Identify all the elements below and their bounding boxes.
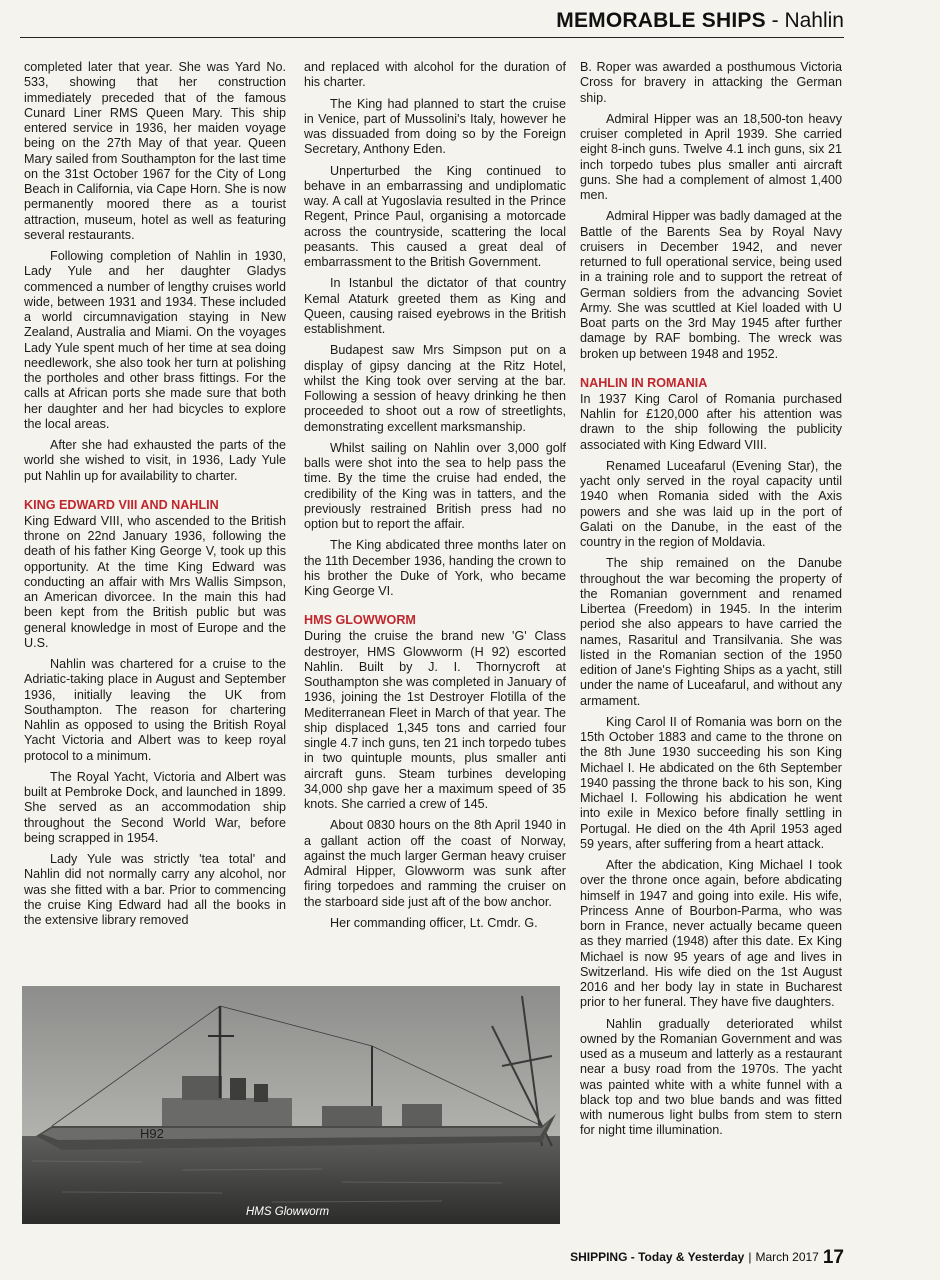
paragraph: Renamed Luceafarul (Evening Star), the yacht only served in the royal capacity until 1940 when Romania sided with the Axis powers and she was laid up in the port of Galati on the Danube, in the east of the country in the region of Moldavia. — [580, 458, 842, 549]
section-title: MEMORABLE SHIPS — [556, 9, 766, 32]
paragraph: The Royal Yacht, Victoria and Albert was built at Pembroke Dock, and launched in 1899. She served as an accommodation ship throughout the Second World War, before being scrapped in 1954. — [24, 769, 286, 845]
page-header — [0, 0, 940, 42]
paragraph: Budapest saw Mrs Simpson put on a display of gipsy dancing at the Ritz Hotel, whilst the King took over serving at the bar. Following a session of heavy drinking he then proceeded to shoot out a row of streetlights, demonstrating excellent marksmanship. — [304, 343, 566, 434]
paragraph: Nahlin was chartered for a cruise to the Adriatic-taking place in August and September 1936, initially leaving the UK from Southampton. The reason for chartering Nahlin as opposed to using the British Royal Yacht Victoria and Albert was to keep royal protocol to a minimum. — [24, 657, 286, 763]
photo-caption: HMS Glowworm — [246, 1206, 330, 1218]
title-dash: - — [765, 9, 785, 32]
column-2 — [304, 60, 566, 937]
paragraph: Her commanding officer, Lt. Cmdr. G. — [330, 915, 538, 930]
header-rule — [20, 37, 844, 38]
paragraph: The King had planned to start the cruise in Venice, part of Mussolini's Italy, however he was dissuaded from doing so by the Foreign Secretary, Anthony Eden. — [304, 96, 566, 157]
paragraph: The King abdicated three months later on the 11th December 1936, handing the crown to his brother the Duke of York, who became King George VI. — [304, 538, 566, 598]
column-3 — [580, 60, 842, 1145]
paragraph: completed later that year. She was Yard No. 533, showing that her construction immediately preceded that of the famous Cunard Liner RMS Queen Mary. This ship entered service in 1936, her maiden voyage being on the 27th May of that year. Queen Mary sailed from Southampton for the last time on the 31st October 1967 for the City of Long Beach in California, via Cape Horn. She is now permanently moored there as a tourist attraction, museum, hotel as well as featuring several restaurants. — [24, 60, 286, 242]
paragraph: Admiral Hipper was an 18,500-ton heavy cruiser completed in April 1939. She carried eight 8-inch guns. Twelve 4.1 inch guns, six 21 inch torpedo tubes plus smaller anti aircraft guns. She had a complement of almost 1,400 men. — [580, 111, 842, 202]
paragraph: After she had exhausted the parts of the world she wished to visit, in 1936, Lady Yule put Nahlin up for availability to charter. — [24, 438, 286, 483]
paragraph: Following completion of Nahlin in 1930, Lady Yule and her daughter Gladys commenced a number of lengthy cruises world wide, between 1931 and 1934. These included a world circumnavigation staying in New Zealand, Australia and Miami. On the voyages Lady Yule spent much of her time at sea doing needlework, she also took her turn at polishing the portholes and other brass fittings. For the calls at African ports she made sure that both her daughter and her had bicycles to explore the local areas. — [24, 249, 286, 431]
paragraph: About 0830 hours on the 8th April 1940 in a gallant action off the coast of Norway, against the much larger German heavy cruiser Admiral Hipper, Glowworm was sunk after firing torpedoes and ramming the cruiser on the starboard side just aft of the bow anchor. — [304, 818, 566, 909]
paragraph: In 1937 King Carol of Romania purchased Nahlin for £120,000 after his attention was drawn to the ship following the publicity associated with King Edward VIII. — [580, 391, 842, 452]
paragraph: and replaced with alcohol for the duration of his charter. — [304, 60, 566, 90]
paragraph: B. Roper was awarded a posthumous Victoria Cross for bravery in attacking the German ship. — [580, 60, 842, 105]
ship-photo — [22, 986, 560, 1224]
paragraph: In Istanbul the dictator of that country Kemal Ataturk greeted them as King and Queen, causing raised eyebrows in the British establishment. — [304, 276, 566, 336]
paragraph: King Edward VIII, who ascended to the British throne on 22nd January 1936, following the death of his father King George V, took up this opportunity. At the time King Edward was conducting an affair with Mrs Wallis Simpson, an American divorcee. In the main this had been kept from the British public but was general knowledge in most of Europe and the U.S. — [24, 513, 286, 650]
paragraph: During the cruise the brand new 'G' Class destroyer, HMS Glowworm (H 92) escorted Nahlin. Built by J. I. Thornycroft at Southampton she was completed in January of 1936, joining the 1st Destroyer Flotilla of the Mediterranean Fleet in March of that year. The ship displaced 1,345 tons and carried four single 4.7 inch guns, ten 21 inch torpedo tubes in two quintuple mounts, plus smaller anti aircraft guns. Steam turbines developing 34,000 shp gave her a maximum speed of 35 knots. She carried a crew of 145. — [304, 629, 566, 811]
paragraph: Admiral Hipper was badly damaged at the Battle of the Barents Sea by Royal Navy cruisers in December 1942, and never returned to full operational service, being used in a training role and to support the retreat of German soldiers from the advancing Soviet Army. She was scuttled at Kiel loaded with U Boat parts on the 3rd May 1945 after further damage by RAF bombing. The wreck was broken up between 1948 and 1952. — [580, 209, 842, 361]
paragraph: Unperturbed the King continued to behave in an embarrassing and undiplomatic way. A call at Yugoslavia resulted in the Prince Regent, Prince Paul, organising a motorcade across the countryside, scattering the local peasants. This caused a great deal of embarrassment to the British Government. — [304, 163, 566, 269]
ship-name: Nahlin — [784, 9, 844, 32]
column-1 — [24, 60, 286, 934]
hull-number: H92 — [140, 1126, 164, 1141]
page-footer — [570, 1247, 844, 1269]
page-number: 17 — [822, 1247, 844, 1268]
section-heading: HMS GLOWWORM — [304, 613, 416, 628]
section-heading: KING EDWARD VIII AND NAHLIN — [24, 497, 219, 512]
paragraph: Lady Yule was strictly 'tea total' and Nahlin did not normally carry any alcohol, nor was she fitted with a bar. Prior to commencing the cruise King Edward had all the books in the extensive library removed — [24, 852, 286, 927]
paragraph: King Carol II of Romania was born on the 15th October 1883 and came to the throne on the 8th June 1930 succeeding his son King Michael I. He abdicated on the 6th September 1940 passing the throne back to his son, King Michael I. Following his abdication he went into exile in Mexico before finally settling in Portugal. He died on the 4th April 1953 aged 59 years, after suffering from a heart attack. — [580, 714, 842, 851]
paragraph: Nahlin gradually deteriorated whilst owned by the Romanian Government and was used as a museum and latterly as a restaurant near a busy road from the 1970s. The yacht was painted white with a white funnel with a black top and two blue bands and was fitted with numerous light bulbs from stem to stern for night time illumination. — [580, 1016, 842, 1138]
issue-date: March 2017 — [755, 1250, 819, 1264]
section-heading: NAHLIN IN ROMANIA — [580, 375, 708, 390]
paragraph: After the abdication, King Michael I took over the throne once again, before abdicating himself in 1947 and going into exile. His wife, Princess Anne of Bourbon-Parma, who was born in France, never actually became queen as they married (1948) after this date. Ex King Michael is now 95 years of age and lives in Switzerland. His wife died on the 1st August 2016 and her body lay in state in Bucharest prior to her funeral. They have five daughters. — [580, 858, 842, 1010]
destroyer-illustration — [22, 986, 560, 1224]
running-title — [556, 9, 844, 33]
footer-separator: | — [748, 1250, 752, 1264]
paragraph: Whilst sailing on Nahlin over 3,000 golf balls were shot into the sea to help pass the time. By the time the cruise had ended, the credibility of the King was in tatters, and the previously restrained British press had no option but to report the affair. — [304, 440, 566, 531]
magazine-title: SHIPPING - Today & Yesterday — [570, 1250, 745, 1264]
paragraph: The ship remained on the Danube throughout the war becoming the property of the Romanian government and renamed Libertea (Freedom) in 1945. In the interim period she also appears to have carried the names, Rasaritul and Transilvania. She was listed in the Romanian section of the 1950 edition of Jane's Fighting Ships as a yacht, still under the name of Luceafarul, and without any armament. — [580, 556, 842, 708]
